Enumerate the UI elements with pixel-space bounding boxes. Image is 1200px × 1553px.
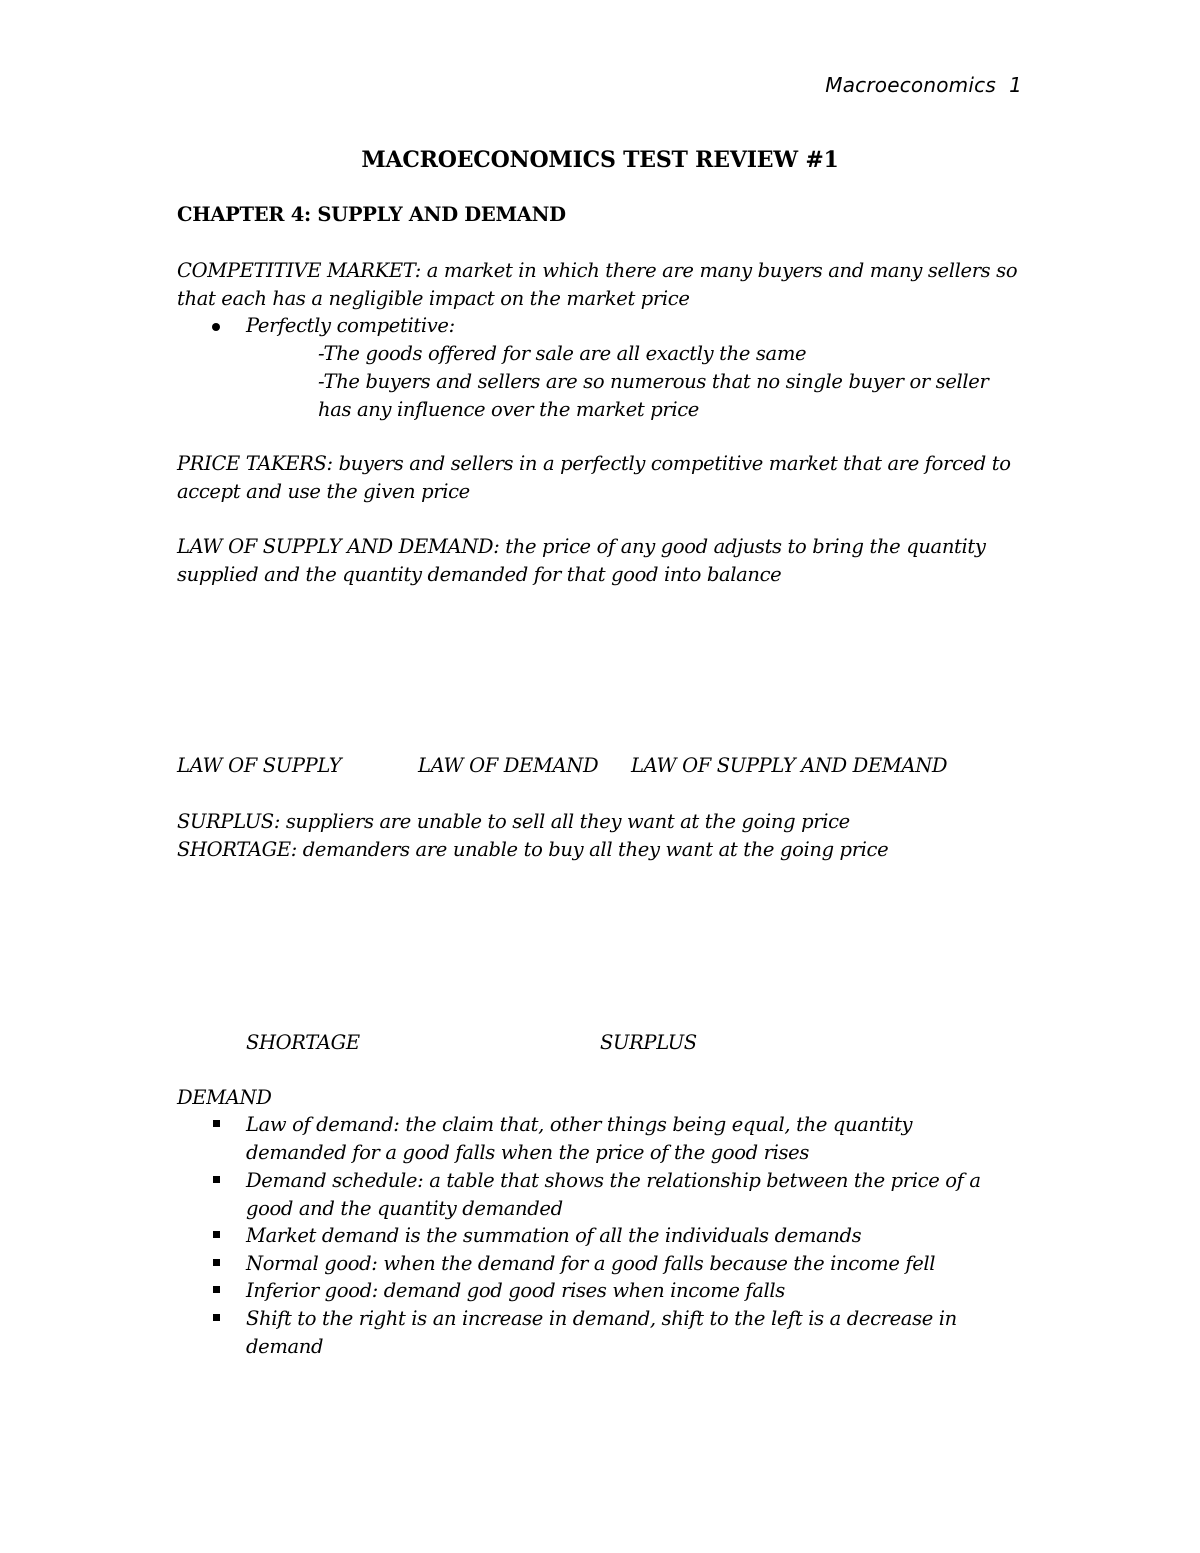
perfect-competition-condition-1: -The goods offered for sale are all exactly the same	[318, 342, 807, 365]
price-takers-line-2: accept and use the given price	[177, 480, 470, 503]
demand-item-6-line-1: Shift to the right is an increase in demand, shift to the left is a decrease in	[246, 1307, 957, 1330]
shortage-label: SHORTAGE	[246, 1031, 360, 1054]
competitive-market-line-2: that each has a negligible impact on the market price	[177, 287, 690, 310]
perfect-competition-condition-2a: -The buyers and sellers are so numerous that no single buyer or seller	[318, 370, 989, 393]
demand-item-5: Inferior good: demand god good rises when income falls	[246, 1279, 785, 1302]
demand-item-3: Market demand is the summation of all the individuals demands	[246, 1224, 862, 1247]
document-title: MACROECONOMICS TEST REVIEW #1	[361, 147, 839, 173]
demand-item-4: Normal good: when the demand for a good falls because the income fell	[246, 1252, 936, 1275]
demand-item-6-line-2: demand	[246, 1335, 324, 1358]
square-bullet-icon	[213, 1314, 220, 1321]
bullet-dot-icon	[212, 323, 220, 331]
demand-item-2-line-1: Demand schedule: a table that shows the relationship between the price of a	[246, 1169, 981, 1192]
square-bullet-icon	[213, 1120, 220, 1127]
square-bullet-icon	[213, 1259, 220, 1266]
running-head-text: Macroeconomics	[825, 73, 996, 97]
shortage-definition: SHORTAGE: demanders are unable to buy all they want at the going price	[177, 838, 889, 861]
square-bullet-icon	[213, 1286, 220, 1293]
perfectly-competitive-item: Perfectly competitive:	[246, 314, 455, 337]
surplus-label: SURPLUS	[600, 1031, 697, 1054]
competitive-market-line-1: COMPETITIVE MARKET: a market in which there are many buyers and many sellers so	[177, 259, 1018, 282]
law-supply-demand-line-1: LAW OF SUPPLY AND DEMAND: the price of any good adjusts to bring the quantity	[177, 535, 986, 558]
law-of-supply-label: LAW OF SUPPLY	[177, 754, 342, 777]
square-bullet-icon	[213, 1231, 220, 1238]
demand-heading: DEMAND	[177, 1086, 272, 1109]
law-of-demand-label: LAW OF DEMAND	[418, 754, 599, 777]
square-bullet-icon	[213, 1176, 220, 1183]
page-number: 1	[1009, 73, 1022, 97]
demand-item-1-line-1: Law of demand: the claim that, other things being equal, the quantity	[246, 1113, 913, 1136]
law-of-supply-and-demand-label: LAW OF SUPPLY AND DEMAND	[631, 754, 948, 777]
perfect-competition-condition-2b: has any influence over the market price	[318, 398, 699, 421]
running-header	[825, 73, 1022, 97]
demand-item-1-line-2: demanded for a good falls when the price of the good rises	[246, 1141, 809, 1164]
surplus-definition: SURPLUS: suppliers are unable to sell all they want at the going price	[177, 810, 850, 833]
price-takers-line-1: PRICE TAKERS: buyers and sellers in a perfectly competitive market that are forced to	[177, 452, 1011, 475]
chapter-heading: CHAPTER 4: SUPPLY AND DEMAND	[177, 203, 566, 226]
demand-item-2-line-2: good and the quantity demanded	[246, 1197, 563, 1220]
law-supply-demand-line-2: supplied and the quantity demanded for that good into balance	[177, 563, 782, 586]
